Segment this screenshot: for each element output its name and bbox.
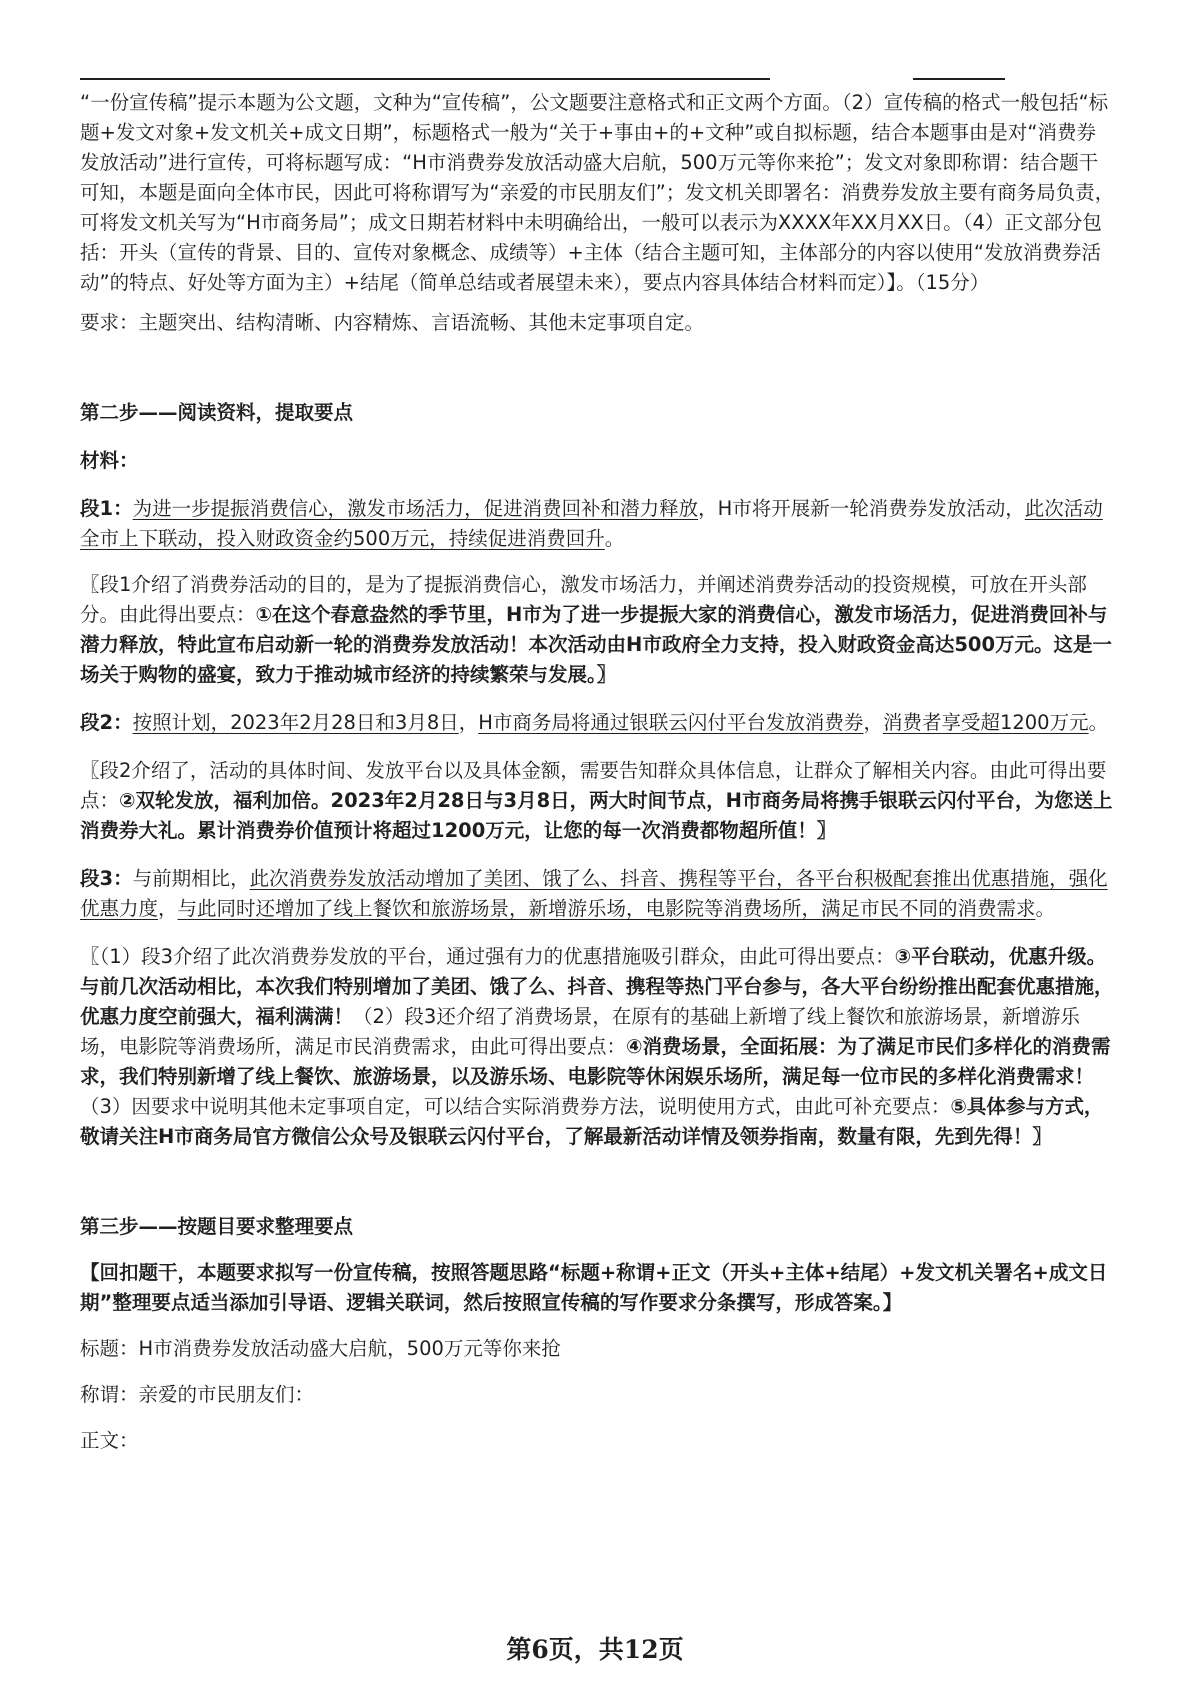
header-rule-right (913, 78, 1005, 80)
analysis-segment-2 (80, 756, 1115, 846)
underlined-text: 按照计划，2023年2月28日和3月8日 (132, 711, 459, 734)
analysis-text: 〖段2介绍了，活动的具体时间、发放平台以及具体金额，需要告知群众具体信息，让群众了解相关内容。由此可得出要点： (80, 759, 1107, 812)
segment-label: 段3： (80, 867, 133, 890)
key-point-2: ②双轮发放，福利加倍。2023年2月28日与3月8日，两大时间节点，H市商务局将携手银联云闪付平台，为您送上消费券大礼。累计消费券价值预计将超过1200万元，让您的每一次消费都物超所值！〗 (80, 789, 1113, 842)
step3-heading: 第三步——按题目要求整理要点 (80, 1215, 354, 1238)
material-segment-2 (80, 708, 1115, 738)
answer-body-label: 正文： (80, 1429, 139, 1452)
document-body (80, 88, 1115, 1456)
segment-text: ， (863, 711, 883, 734)
underlined-text: 此次活动全市上下联动，投入财政资金约500万元，持续促进消费回升 (80, 497, 1103, 550)
underlined-text: 与此同时还增加了线上餐饮和旅游场景，新增游乐场，电影院等消费场所，满足市民不同的消费需求 (177, 897, 1036, 920)
key-point-3: ③平台联动，优惠升级。与前几次活动相比，本次我们特别增加了美团、饿了么、抖音、携程等热门平台参与，各大平台纷纷推出配套优惠措施，优惠力度空前强大，福利满满！ (80, 945, 1114, 1028)
material-label: 材料： (80, 449, 139, 472)
header-rule-left (80, 78, 770, 80)
segment-text: 与前期相比， (132, 867, 250, 890)
key-point-4: ④消费场景，全面拓展：为了满足市民们多样化的消费需求，我们特别新增了线上餐饮、旅游场景，以及游乐场、电影院等休闲娱乐场所，满足每一位市民的多样化消费需求！ (80, 1035, 1111, 1088)
analysis-segment-3 (80, 942, 1115, 1152)
requirement-paragraph: 要求：主题突出、结构清晰、内容精炼、言语流畅、其他未定事项自定。 (80, 311, 705, 334)
analysis-text: （2）段3还介绍了消费场景，在原有的基础上新增了线上餐饮和旅游场景，新增游乐场，电影院等消费场所，满足市民消费需求，由此可得出要点： (80, 1005, 1080, 1058)
segment-text: 。 (1088, 711, 1109, 734)
intro-paragraph: “一份宣传稿”提示本题为公文题，文种为“宣传稿”，公文题要注意格式和正文两个方面。（2）宣传稿的格式一般包括“标题+发文对象+发文机关+成文日期”，标题格式一般为“关于+事由+的+文种”或自拟标题，结合本题事由是对“消费券发放活动”进行宣传，可将标题写成：“H市消费券发放活动盛大启航，500万元等你来抢”；发文对象即称谓：结合题干可知，本题是面向全体市民，因此可将称谓写为“亲爱的市民朋友们”；发文机关即署名：消费券发放主要有商务局负责，可将发文机关写为“H市商务局”；成文日期若材料中未明确给出，一般可以表示为XXXX年XX月XX日。（4）正文部分包括：开头（宣传的背景、目的、宣传对象概念、成绩等）+主体（结合主题可知，主体部分的内容以使用“发放消费券活动”的特点、好处等方面为主）+结尾（简单总结或者展望未来），要点内容具体结合材料而定）】。（15分） (80, 91, 1115, 294)
segment-text: 。 (604, 527, 625, 550)
segment-text: 。 (1035, 897, 1056, 920)
answer-title-line: 标题：H市消费券发放活动盛大启航，500万元等你来抢 (80, 1337, 561, 1360)
underlined-text: H市商务局将通过银联云闪付平台发放消费券 (478, 711, 864, 734)
key-point-1: ①在这个春意盎然的季节里，H市为了进一步提振大家的消费信心，激发市场活力，促进消费回补与潜力释放，特此宣布启动新一轮的消费券发放活动！本次活动由H市政府全力支持，投入财政资金高达500万元。这是一场关于购物的盛宴，致力于推动城市经济的持续繁荣与发展。〗 (80, 603, 1113, 686)
analysis-text: 〖段1介绍了消费券活动的目的，是为了提振消费信心，激发市场活力，并阐述消费券活动的投资规模，可放在开头部分。由此得出要点： (80, 573, 1087, 626)
material-segment-3 (80, 864, 1115, 924)
step3-summary: 【回扣题干，本题要求拟写一份宣传稿，按照答题思路“标题+称谓+正文（开头+主体+结尾）+发文机关署名+成文日期”整理要点适当添加引导语、逻辑关联词，然后按照宣传稿的写作要求分条撰写，形成答案。】 (80, 1261, 1108, 1314)
segment-label: 段1： (80, 497, 133, 520)
underlined-text: 为进一步提振消费信心，激发市场活力，促进消费回补和潜力释放 (132, 497, 699, 520)
analysis-segment-1 (80, 570, 1115, 690)
analysis-text: （3）因要求中说明其他未定事项自定，可以结合实际消费券方法，说明使用方式，由此可补充要点： (80, 1095, 951, 1118)
segment-text: ， (458, 711, 479, 734)
segment-text: ，H市将开展新一轮消费券发放活动， (698, 497, 1025, 520)
material-segment-1 (80, 494, 1115, 554)
segment-label: 段2： (80, 711, 133, 734)
segment-text: ， (158, 897, 178, 920)
page-number-footer: 第6页，共12页 (506, 1635, 684, 1664)
analysis-text: 〖（1）段3介绍了此次消费券发放的平台，通过强有力的优惠措施吸引群众，由此可得出要点： (80, 945, 895, 968)
step2-heading: 第二步——阅读资料，提取要点 (80, 401, 354, 424)
underlined-text: 消费者享受超1200万元 (882, 711, 1089, 734)
answer-salutation-line: 称谓：亲爱的市民朋友们： (80, 1383, 315, 1406)
underlined-text: 此次消费券发放活动增加了美团、饿了么、抖音、携程等平台，各平台积极配套推出优惠措施，强化优惠力度 (80, 867, 1108, 920)
key-point-5: ⑤具体参与方式，敬请关注H市商务局官方微信公众号及银联云闪付平台，了解最新活动详情及领券指南，数量有限，先到先得！〗 (80, 1095, 1104, 1148)
